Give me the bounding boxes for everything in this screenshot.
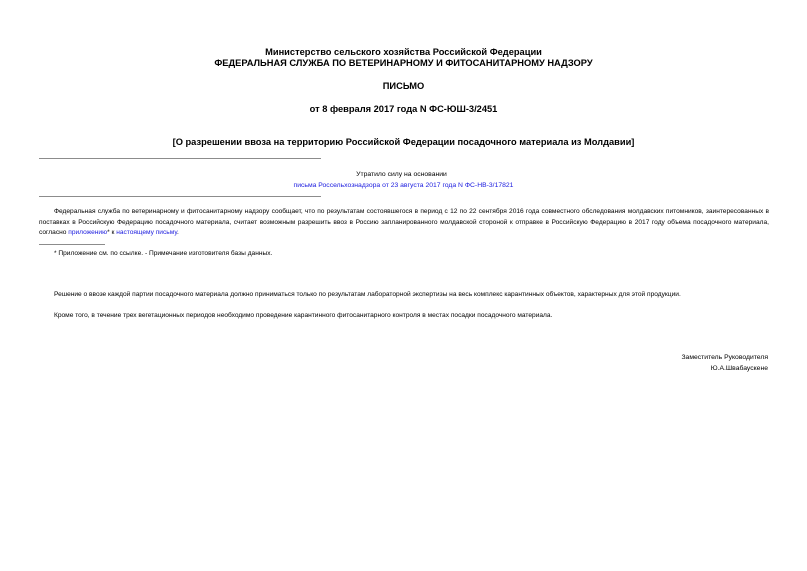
paragraph-1 — [39, 207, 769, 239]
bottom-divider — [39, 196, 321, 197]
document-date-number: от 8 февраля 2017 года N ФС-ЮШ-3/2451 — [309, 104, 498, 114]
service-title: ФЕДЕРАЛЬНАЯ СЛУЖБА ПО ВЕТЕРИНАРНОМУ И ФИТОСАНИТАРНОМУ НАДЗОРУ — [214, 58, 593, 68]
letter-link[interactable]: настоящему письму — [116, 229, 177, 237]
document-type: ПИСЬМО — [382, 81, 425, 91]
footnote: * Приложение см. по ссылке. - Примечание изготовителя базы данных. — [54, 250, 273, 257]
paragraph-1-text: Федеральная служба по ветеринарному и фитосанитарному надзору сообщает, что по результатам состоявшегося в период с 12 по 22 сентября 2016 года совместного обследования молдавских питомников, заинтересованных в поставках в Российскую Федерацию посадочного материала, считает возможным разрешить ввоз в Россию запланированного молдавской стороной к отправке в Российскую Федерацию в 2017 году объема посадочного материала, согласно — [39, 208, 769, 237]
ministry-title: Министерство сельского хозяйства Российской Федерации — [265, 47, 542, 57]
status-note — [0, 170, 807, 179]
document-subject: [О разрешении ввоза на территорию Российской Федерации посадочного материала из Молдавии] — [172, 137, 635, 147]
paragraph-3: Кроме того, в течение трех вегетационных периодов необходимо проведение карантинного фитосанитарного контроля в местах посадки посадочного материала. — [54, 312, 553, 319]
top-divider — [39, 158, 321, 159]
appendix-link[interactable]: приложению — [68, 229, 108, 237]
signatory-name: Ю.А.Швабаускене — [710, 365, 768, 372]
status-link-wrap — [0, 181, 807, 190]
repeal-letter-link[interactable]: письма Россельхознадзора от 23 августа 2017 года N ФС-НВ-3/17821 — [293, 182, 514, 189]
signatory-title: Заместитель Руководителя — [681, 354, 768, 361]
paragraph-1-end: . — [176, 229, 179, 237]
paragraph-1-mid: * к — [107, 229, 117, 237]
status-line: Утратило силу на основании — [356, 171, 447, 178]
footnote-divider — [39, 244, 105, 245]
paragraph-2: Решение о ввозе каждой партии посадочного материала должно приниматься только по результатам лабораторной экспертизы на весь комплекс карантинных объектов, характерных для этой продукции. — [54, 291, 681, 298]
